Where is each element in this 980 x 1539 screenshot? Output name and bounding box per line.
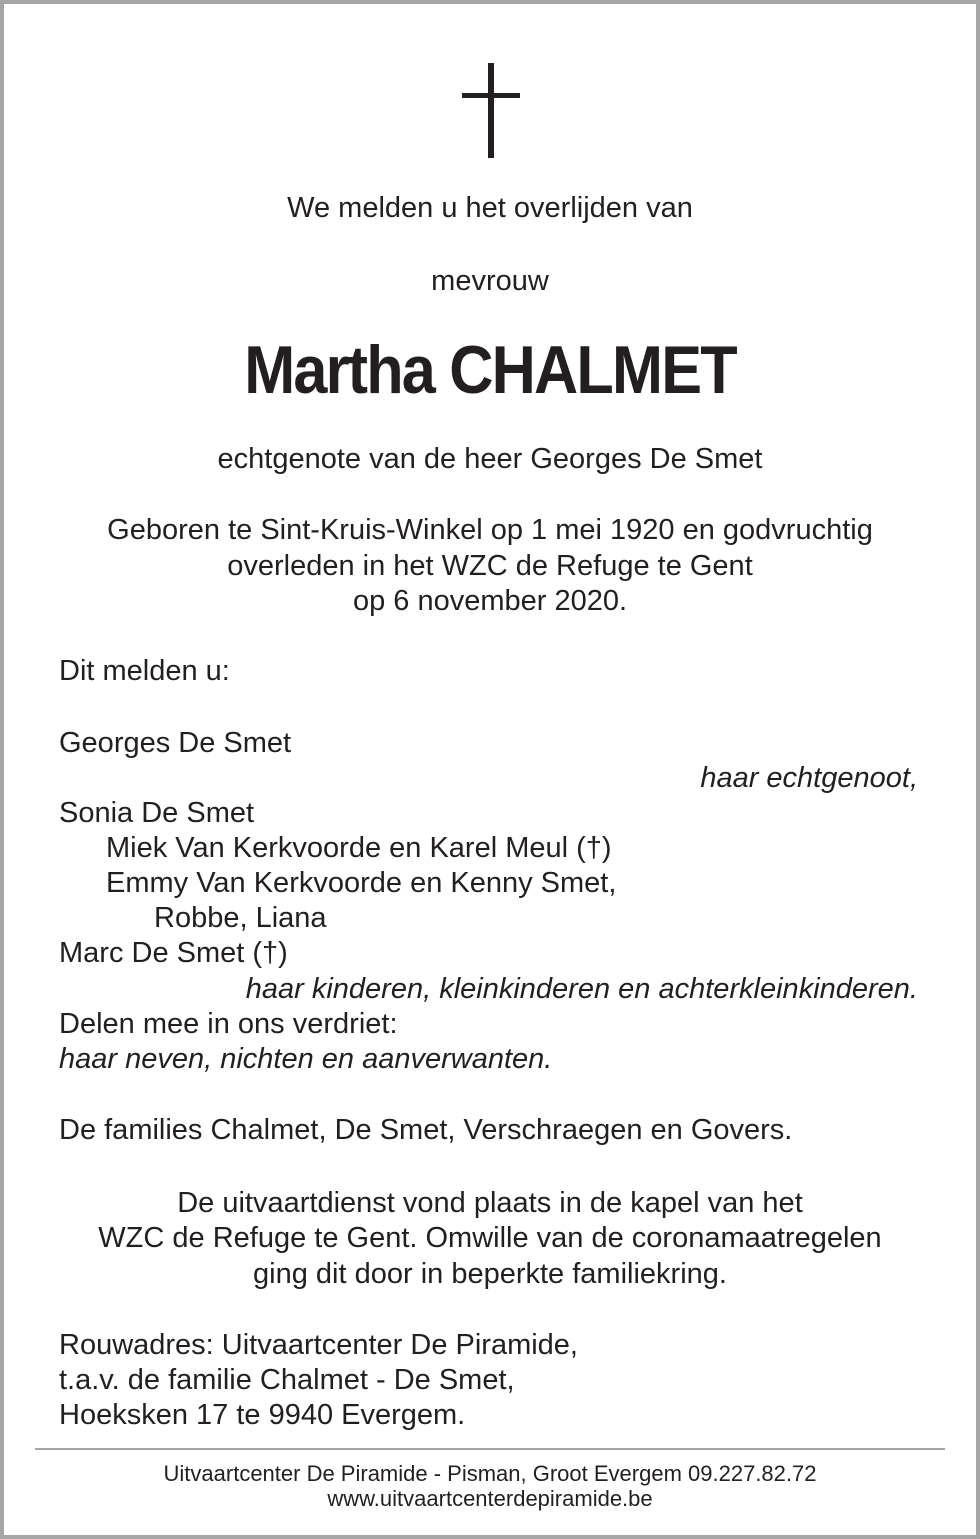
- spouse-line: echtgenote van de heer Georges De Smet: [217, 443, 763, 475]
- family-heading: Dit melden u:: [59, 655, 230, 687]
- birth-line-2: overleden in het WZC de Refuge te Gent: [227, 550, 753, 582]
- grandchild-2: Emmy Van Kerkvoorde en Kenny Smet,: [106, 867, 617, 899]
- children-role: haar kinderen, kleinkinderen en achterkleinkinderen.: [245, 973, 918, 1005]
- service-line-3: ging dit door in beperkte familiekring.: [253, 1258, 727, 1290]
- relatives: haar neven, nichten en aanverwanten.: [59, 1043, 553, 1075]
- address-line-2: t.a.v. de familie Chalmet - De Smet,: [59, 1364, 515, 1396]
- great-grandchildren: Robbe, Liana: [154, 902, 327, 934]
- grandchild-1: Miek Van Kerkvoorde en Karel Meul (†): [106, 832, 612, 864]
- share-heading: Delen mee in ons verdriet:: [59, 1008, 398, 1040]
- birth-line-1: Geboren te Sint-Kruis-Winkel op 1 mei 1920 en godvruchtig: [107, 514, 873, 546]
- deceased-name: Martha CHALMET: [244, 332, 736, 408]
- address-line-3: Hoeksken 17 te 9940 Evergem.: [59, 1399, 466, 1431]
- child-1: Sonia De Smet: [59, 797, 255, 829]
- cross-icon: [462, 63, 520, 158]
- husband-name: Georges De Smet: [59, 727, 292, 759]
- footer-website[interactable]: www.uitvaartcenterdepiramide.be: [327, 1486, 653, 1511]
- service-line-2: WZC de Refuge te Gent. Omwille van de coronamaatregelen: [98, 1222, 882, 1254]
- families-line: De families Chalmet, De Smet, Verschraegen en Govers.: [59, 1114, 793, 1146]
- service-line-1: De uitvaartdienst vond plaats in de kapel van het: [177, 1187, 803, 1219]
- footer-divider: [35, 1448, 945, 1450]
- salutation: mevrouw: [431, 265, 549, 297]
- birth-line-3: op 6 november 2020.: [352, 585, 628, 617]
- address-line-1: Rouwadres: Uitvaartcenter De Piramide,: [59, 1329, 578, 1361]
- child-2: Marc De Smet (†): [59, 937, 288, 969]
- intro-text: We melden u het overlijden van: [287, 192, 693, 224]
- footer-company: Uitvaartcenter De Piramide - Pisman, Groot Evergem 09.227.82.72: [163, 1461, 817, 1486]
- husband-role: haar echtgenoot,: [700, 762, 918, 794]
